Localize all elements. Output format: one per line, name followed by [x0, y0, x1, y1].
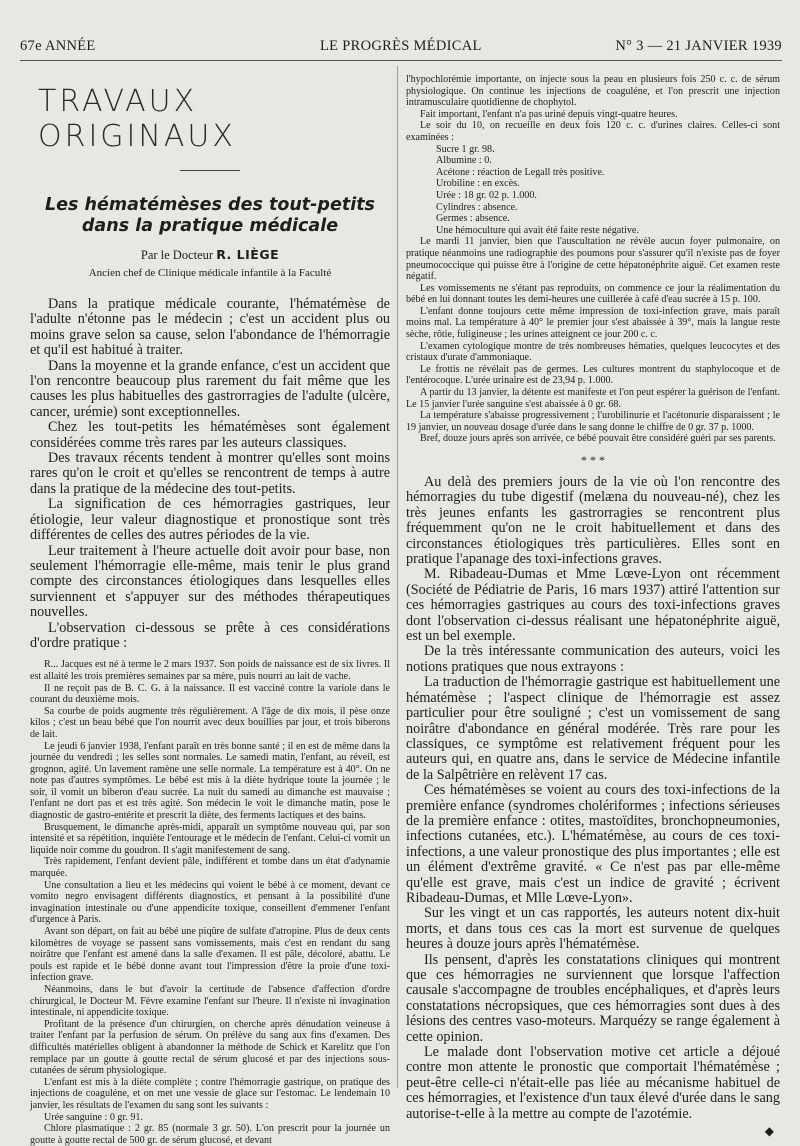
paragraph: Très rapidement, l'enfant devient pâle, indifférent et tombe dans un état d'adynamie marquée.: [30, 856, 390, 880]
paragraph: Sur les vingt et un cas rapportés, les auteurs notent dix-huit morts, et dans tous ces cas la mort est survenue de quelques heures à douze jours après l'hématémèse.: [406, 905, 780, 953]
paragraph: Dans la pratique médicale courante, l'hématémèse de l'adulte n'étonne pas le médecin ; c'est un accident plus ou moins grave selon sa cause, selon l'abondance de l'hémorragie et qu'il est habitué à traiter.: [30, 296, 390, 359]
paragraph: Chez les tout-petits les hématémèses sont également considérées comme très rares par les auteurs classiques.: [30, 419, 390, 451]
byline: [30, 247, 390, 263]
paragraph: L'enfant est mis à la diète complète ; contre l'hémorragie gastrique, on pratique des injections de coaguléne, et on met une vessie de glace sur l'estomac. Le lendemain 10 janvier, les résultats de l'examen du sang sont les suivants :: [30, 1076, 390, 1111]
end-mark: ◆: [764, 1124, 774, 1139]
paragraph: L'enfant donne toujours cette même impression de toxi-infection grave, mais paraît moins mal. La température à 40° le premier jour s'est abaissée à 39°, mais la langue reste sèche, rôtie, fuligineuse ; les urines atteignent ce jour 200 c. c.: [406, 305, 780, 341]
paragraph: Avant son départ, on fait au bébé une piqûre de sulfate d'atropine. Plus de deux cents kilomètres de voyage se passent sans vomissements, mais c'est en rendant du sang noirâtre que l'enfant est amené dans la salle d'examen. Il est pâle, décoloré, abattu. Le pouls est rapide et le bébé donne avant tout l'impression d'être la proie d'une toxi-infection grave.: [30, 926, 390, 984]
title-rule: [180, 170, 240, 171]
paragraph: Ces hématémèses se voient au cours des toxi-infections de la première enfance (syndromes cholériformes ; infections sérieuses de la première enfance : otites, mastoïdites, bronchopneumonies, infections cutanées, etc.). L'hématémèse, au cours de ces toxi-infections, a une valeur pronostique des plus importantes ; elle est un élément d'extrême gravité. « Ce n'est pas par elle-même qu'elle est grave, mais c'est un indice de gravité ; écrivent Ribadeau-Dumas, et Mlle Lœve-Lyon».: [406, 782, 780, 906]
list-item: Sucre 1 gr. 98.: [436, 143, 495, 155]
paragraph: Le frottis ne révélait pas de germes. Les cultures montrent du staphylocoque et de l'entérocoque. L'urée urinaire est de 23,94 p. 1.000.: [406, 363, 780, 387]
paragraph: Leur traitement à l'heure actuelle doit avoir pour base, non seulement l'hémorragie elle-même, mais tenir le plus grand compte des circonstances étiologiques dans lesquelles elles surviennent et s'appuyer sur des méthodes thérapeutiques nouvelles.: [30, 542, 390, 621]
article-title-line-1: Les hématémèses des tout-petits: [45, 195, 375, 215]
right-column: [406, 74, 780, 1139]
paragraph: La température s'abaisse progressivement ; l'urobilinurie et l'acétonurie disparaissent ; le 19 janvier, un nouveau dosage d'urée dans le sang donne le chiffre de 0 gr. 37 p. 1000.: [406, 410, 780, 433]
section-divider-stars: * * *: [581, 453, 605, 467]
intro-text: [30, 297, 390, 651]
list-item: Une hémoculture qui avait été faite reste négative.: [436, 224, 639, 236]
paragraph: La traduction de l'hémorragie gastrique est habituellement une hématémèse ; l'aspect clinique de l'hémorragie est assez particulier pour être souligné ; c'est un vomissement de sang noirâtre d'abondance en général modérée. Très rare pour les classiques, ce symptôme est relativement fréquent pour les auteurs qui, en quatre ans, dans le service de Médecine infantile de la Salpêtrière en relèvent 17 cas.: [406, 674, 780, 783]
paragraph: Des travaux récents tendent à montrer qu'elles sont moins rares qu'on le croit et qu'elles se rencontrent de temps à autre dans la pratique de la médecine des tout-petits.: [30, 450, 390, 497]
volume-label: 67e ANNÉE: [20, 38, 96, 54]
paragraph: Le malade dont l'observation motive cet article a déjoué contre mon attente le pronostic que comportait l'hématémèse ; peut-être celle-ci n'était-elle pas liée au mécanisme habituel de ces hémorragies, et l'existence d'un taux élevé d'urée dans le sang autorise-t-elle à la mettre au compte de l'azotémie.: [406, 1044, 780, 1122]
paragraph: Le mardi 11 janvier, bien que l'auscultation ne révèle aucun foyer pulmonaire, on pratique néanmoins une radiographie des poumons pour s'assurer qu'il n'existe pas de foyer pneumococcique qui puisse être à l'origine de cette hépatonéphrite aiguë. Cet examen reste négatif.: [406, 236, 780, 283]
column-separator: [397, 66, 398, 1088]
paragraph: l'hypochlorémie importante, on injecte sous la peau en plusieurs fois 250 c. c. de sérum physiologique. On continue les injections de coaguléne, et l'on prescrit une injection intramusculaire quotidienne de chophytol.: [406, 74, 780, 109]
left-column: [30, 74, 390, 1146]
paragraph: Chlore plasmatique : 2 gr. 85 (normale 3 gr. 50). L'on prescrit pour la journée un goutte à goutte rectal de 500 gr. de sérum glucosé, et devant: [30, 1123, 390, 1146]
issue-date: N° 3 — 21 JANVIER 1939: [615, 38, 782, 54]
discussion-text: [406, 475, 780, 1122]
paragraph: A partir du 13 janvier, la détente est manifeste et l'on peut espérer la guérison de l'enfant. Le 15 janvier l'urée sanguine s'est abaissée à 0 gr. 68.: [406, 387, 780, 410]
paragraph: L'examen cytologique montre de très nombreuses hématies, quelques leucocytes et des cristaux d'urate d'ammoniaque.: [406, 340, 780, 364]
paragraph: Profitant de la présence d'un chirurgien, on cherche après dénudation veineuse à traiter l'enfant par la perfusion de sérum. On prélève du sang aux fins d'examen. Des difficultés matérielles obligent à abandonner la méthode de Schick et Karelitz que l'on remplace par un goutte à goutte rectal de sérum glucosé et par des injections sous-cutanées de sérum physiologique.: [30, 1018, 390, 1077]
paragraph: Au delà des premiers jours de la vie où l'on rencontre des hémorragies du tube digestif (melæna du nouveau-né), chez les très jeunes enfants les gastrorragies se rencontrent plus fréquemment qu'on ne le croit habituellement et dans des circonstances étiologiques très particulières. Elles sont en pratique l'apanage des toxi-infections graves.: [406, 474, 780, 568]
paragraph: Une consultation a lieu et les médecins qui voient le bébé à ce moment, devant ce vomito negro envisagent différents diagnostics, et pensant à la possibilité d'une invagination intestinale ou d'une appendicite toxique, conseillent d'emmener l'enfant d'urgence à Paris.: [30, 879, 390, 926]
list-item: Urobiline : en excès.: [436, 178, 520, 190]
header-rule: [20, 60, 782, 61]
article-title-line-2: dans la pratique médicale: [81, 216, 339, 236]
running-header: [20, 38, 782, 58]
list-item: Germes : absence.: [436, 213, 510, 225]
paragraph: Fait important, l'enfant n'a pas uriné depuis vingt-quatre heures.: [420, 108, 678, 120]
paragraph: Bref, douze jours après son arrivée, ce bébé pouvait être considéré guéri par ses parents.: [420, 433, 776, 445]
paragraph: Le soir du 10, on recueille en deux fois 120 c. c. d'urines claires. Celles-ci sont examinées :: [406, 120, 780, 143]
paragraph: Néanmoins, dans le but d'avoir la certitude de l'absence d'affection d'ordre chirurgical, le Docteur M. Fèvre examine l'enfant sur l'heure. Il n'existe ni invagination intestinale, ni appendicite toxique.: [30, 983, 390, 1019]
journal-name: LE PROGRÈS MÉDICAL: [320, 38, 482, 54]
observation-outcome: [406, 236, 780, 445]
paragraph: Les vomissements ne s'étant pas reproduits, on commence ce jour la réalimentation du bébé en lui donnant toutes les demi-heures une cuillerée à café d'eau sucrée à 15 p. 100.: [406, 282, 780, 306]
paragraph: Urée sanguine : 0 gr. 91.: [44, 1111, 143, 1123]
list-item: Urée : 18 gr. 02 p. 1.000.: [436, 189, 537, 201]
paragraph: Dans la moyenne et la grande enfance, c'est un accident que l'on rencontre beaucoup plus rarement du fait même que les causes les plus habituelles des gastrorragies de l'adulte (ulcère, cancer, urémie) sont exceptionnelles.: [30, 357, 390, 420]
article-title: [30, 195, 390, 237]
paragraph: L'observation ci-dessous se prête à ces considérations d'ordre pratique :: [30, 619, 390, 651]
paragraph: M. Ribadeau-Dumas et Mme Lœve-Lyon ont récemment (Société de Pédiatrie de Paris, 16 mars 1937) attiré l'attention sur ces hémorragies gastriques au cours des toxi-infections graves dont l'observation ci-dessus réalisant une hépatonéphrite aiguë, est un bel exemple.: [406, 566, 780, 645]
observation-continued: [406, 74, 780, 144]
paragraph: De la très intéressante communication des auteurs, voici les notions pratiques que nous extrayons :: [406, 643, 780, 675]
section-title: TRAVAUX ORIGINAUX: [38, 84, 236, 154]
paragraph: Il ne reçoit pas de B. C. G. à la naissance. Il est vacciné contre la variole dans le courant du deuxième mois.: [30, 682, 390, 706]
observation-text: [30, 659, 390, 1146]
list-item: Cylindres : absence.: [436, 201, 518, 213]
list-item: Acétone : réaction de Legall très positive.: [436, 166, 605, 178]
paragraph: Ils pensent, d'après les constatations cliniques qui montrent que ces hémorragies ne surviennent que lorsque l'affection causale s'accompagne de troubles encéphaliques, et d'après leurs constatations nécropsiques, que ces hémorragies sont dues à des lésions des centres vaso-moteurs. Marquézy se range également à cette opinion.: [406, 951, 780, 1045]
byline-prefix: Par le Docteur: [140, 248, 214, 262]
paragraph: La signification de ces hémorragies gastriques, leur étiologie, leur valeur diagnostique et pronostique sont très différentes de celles des autres périodes de la vie.: [30, 496, 390, 544]
list-item: Albumine : 0.: [436, 155, 492, 167]
paragraph: R... Jacques est né à terme le 2 mars 1937. Son poids de naissance est de six livres. Il est allaité les trois premières semaines par sa mère, puis nourri au lait de vache.: [30, 659, 390, 682]
paragraph: Brusquement, le dimanche après-midi, apparaît un symptôme nouveau qui, par son intensité et sa répétition, inquiète l'entourage et le médecin de l'enfant. Celui-ci vomit un liquide noir comme du goudron. Il s'agit manifestement de sang.: [30, 821, 390, 856]
author-name: R. LIÈGE: [216, 247, 280, 262]
author-affiliation: Ancien chef de Clinique médicale infantile à la Faculté: [88, 267, 332, 279]
paragraph: Sa courbe de poids augmente très régulièrement. A l'âge de dix mois, il pèse onze kilos ; c'est un beau bébé que l'on nourrit avec deux bouillies par jour, et trois biberons de lait.: [30, 705, 390, 740]
paragraph: Le jeudi 6 janvier 1938, l'enfant paraît en très bonne santé ; il en est de même dans la journée du vendredi ; les selles sont normales. Le samedi matin, l'enfant, au réveil, est grognon, agité. Un lavement ramène une selle normale. La température est à 40°. On ne note pas d'autres symptômes. Le bébé est mis à la diète hydrique toute la journée ; le soir, il vomit un biberon d'eau sucrée. La nuit du samedi au dimanche est mauvaise ; l'enfant ne dort pas et est très agité. Son médecin le voit le dimanche matin, pose le diagnostic de gastro-entérite et prescrit la diète, des ferments lactiques et des bains.: [30, 740, 390, 822]
urine-results-list: [436, 144, 780, 237]
